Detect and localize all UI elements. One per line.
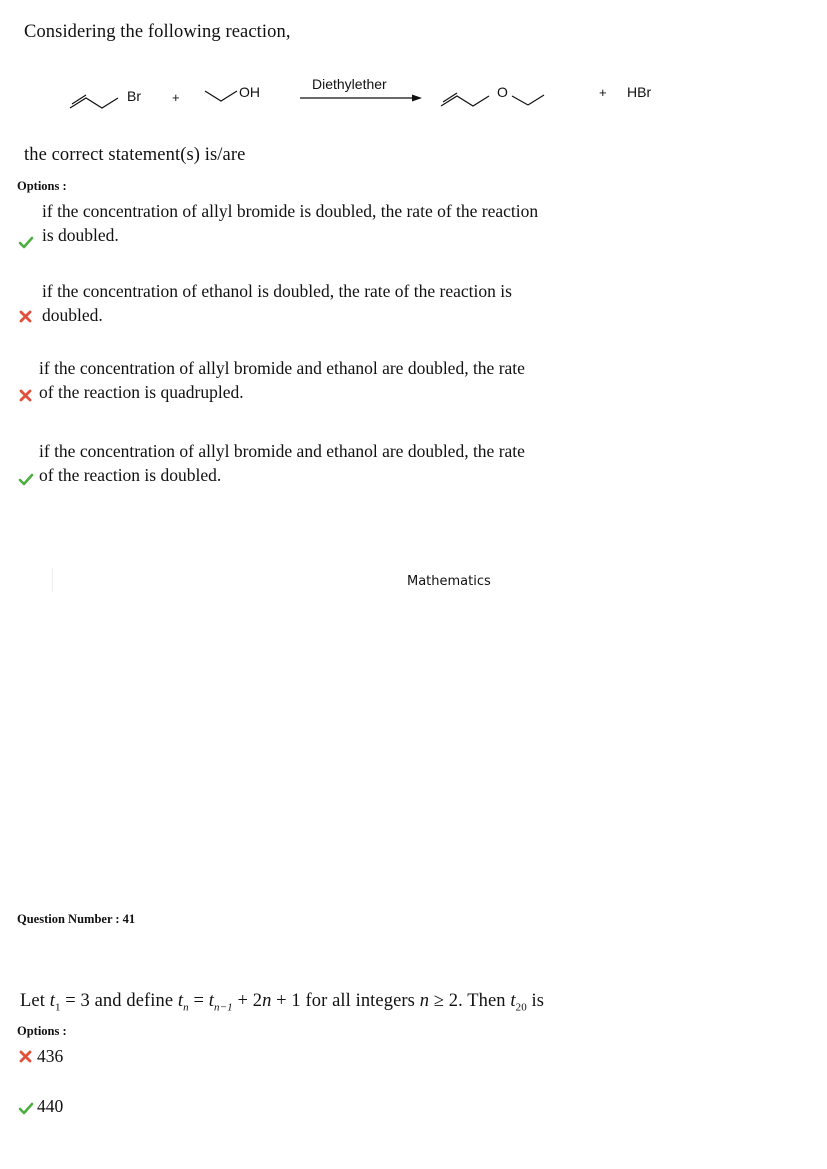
check-icon [18,234,34,250]
option-1-line1: if the concentration of allyl bromide is doubled, the rate of the reaction [42,201,539,221]
q40-intro: Considering the following reaction, [24,22,291,42]
reaction-scheme [60,70,680,120]
options-label: Options : [17,179,67,193]
allyl-bromide-structure [70,95,118,108]
option-2[interactable] [42,279,662,327]
section-title: Mathematics [407,574,491,589]
option-1-line2: is doubled. [42,225,119,245]
check-icon [18,471,34,487]
option-440[interactable]: 440 [37,1096,64,1116]
product-oxygen-label: O [497,84,508,100]
option-3-line1: if the concentration of allyl bromide and ethanol are doubled, the rate [39,358,525,378]
byproduct-label: HBr [627,84,652,100]
check-icon [18,1100,34,1116]
cross-icon [18,309,34,325]
reagent-label: Diethylether [312,76,387,92]
option-4-line1: if the concentration of allyl bromide and ethanol are doubled, the rate [39,441,525,461]
option-4-line2: of the reaction is doubled. [39,465,222,485]
plus-sign: + [172,90,180,105]
product-structure [441,93,544,106]
q41-stem: Let $t_1 = 3$ and define $t_n = t_{n-1} + 2n + 1$ for all integers n ≥ 2. Then $t_{20}$ is [20,991,545,1014]
reactant2-label: OH [239,84,260,100]
section-divider [52,568,53,592]
option-3-line2: of the reaction is quadrupled. [39,382,244,402]
question-number: Question Number : 41 [17,912,136,926]
option-436[interactable]: 436 [37,1046,64,1066]
ethanol-structure [205,91,237,101]
reaction-arrow-icon [300,95,422,102]
option-2-line2: doubled. [42,305,103,325]
option-1[interactable] [42,199,662,247]
q40-stem: the correct statement(s) is/are [24,145,246,165]
cross-icon [18,1049,34,1065]
cross-icon [18,388,34,404]
option-2-line1: if the concentration of ethanol is doubled, the rate of the reaction is [42,281,512,301]
option-4[interactable] [39,439,659,487]
option-3[interactable] [39,356,659,404]
plus-sign-2: + [599,85,607,100]
reactant1-label: Br [127,88,141,104]
options-label: Options : [17,1024,67,1038]
